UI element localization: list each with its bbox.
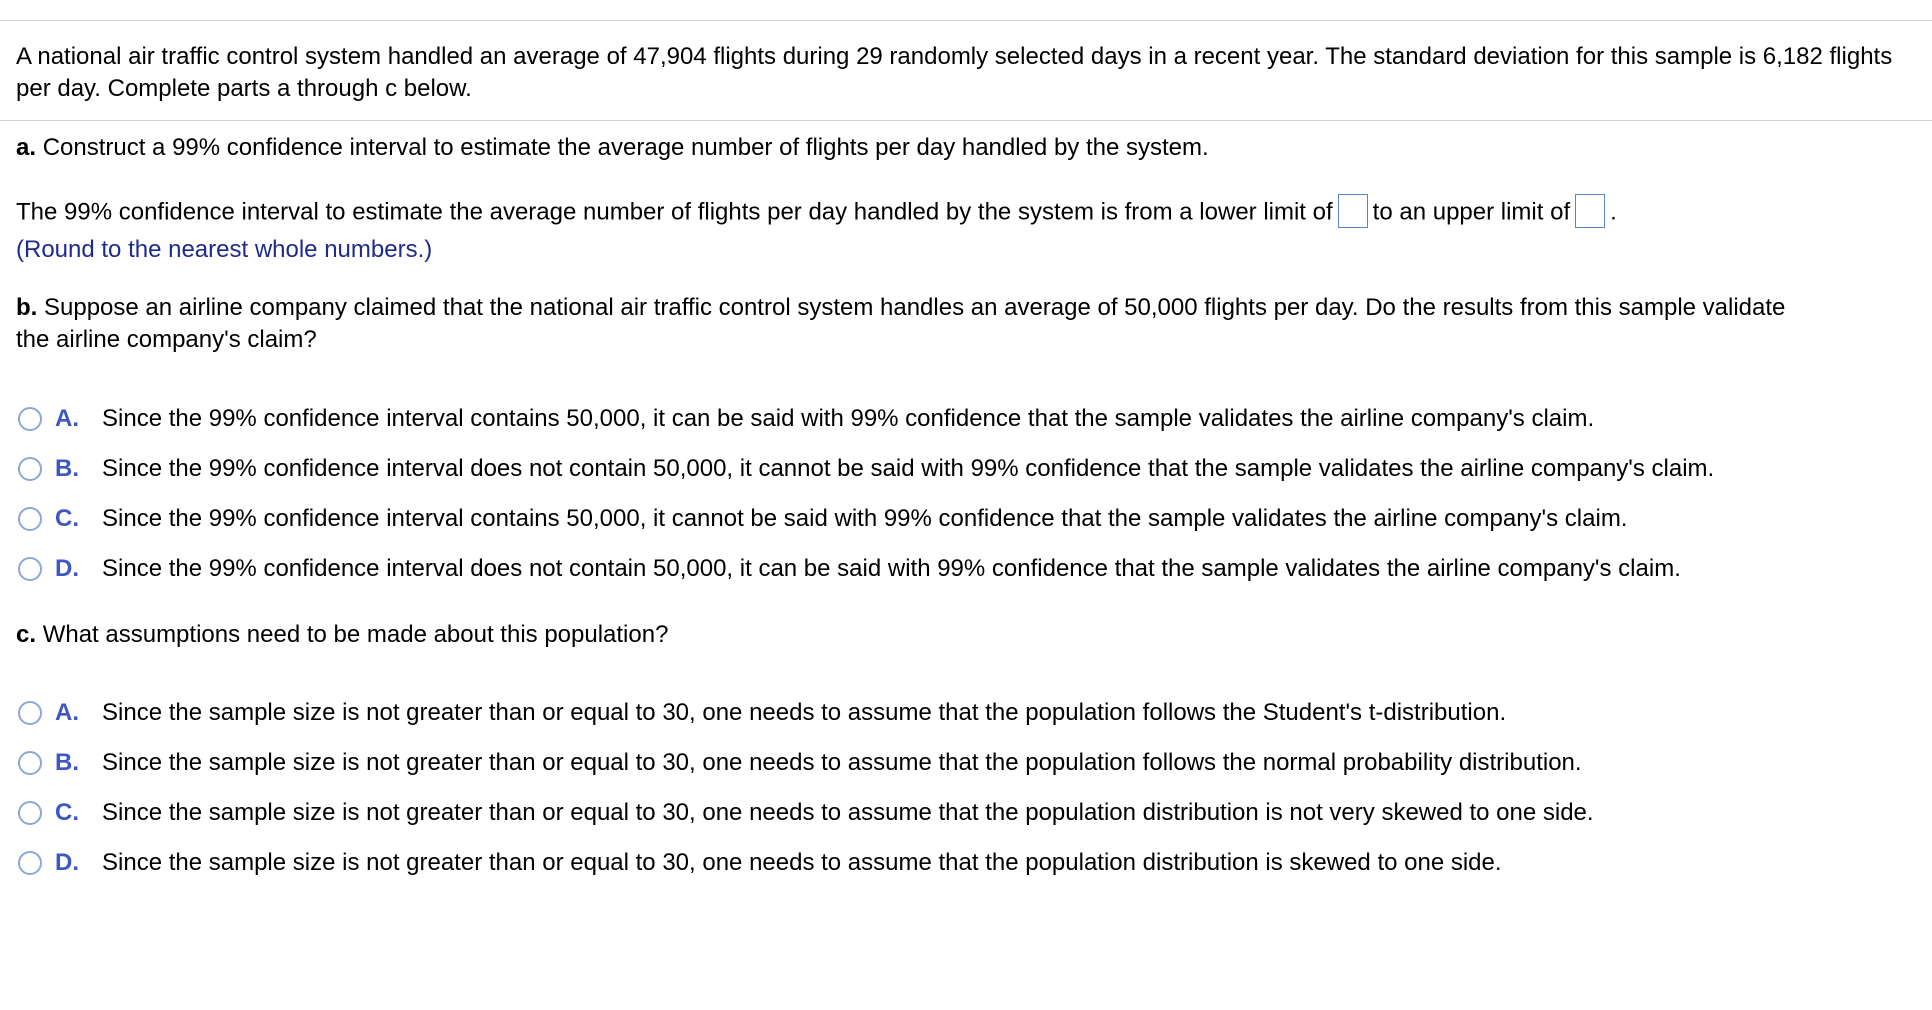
option-text: Since the 99% confidence interval does not contain 50,000, it cannot be said with 99% confidence that the sample validates the airline company's claim. bbox=[102, 455, 1715, 482]
option-letter: C. bbox=[55, 505, 79, 532]
upper-limit-input[interactable] bbox=[1575, 194, 1605, 228]
top-divider bbox=[0, 20, 1932, 21]
part-a-answer-pre: The 99% confidence interval to estimate the average number of flights per day handled by the system is from a lower limit of bbox=[16, 198, 1333, 226]
option-text: Since the sample size is not greater than or equal to 30, one needs to assume that the population distribution is not very skewed to one side. bbox=[102, 799, 1594, 826]
option-letter: C. bbox=[55, 799, 79, 826]
option-letter: A. bbox=[55, 405, 79, 432]
part-c-option-d[interactable] bbox=[18, 847, 1502, 879]
radio-button[interactable] bbox=[18, 751, 42, 775]
option-text: Since the sample size is not greater than or equal to 30, one needs to assume that the population distribution is skewed to one side. bbox=[102, 849, 1502, 876]
option-letter: A. bbox=[55, 699, 79, 726]
option-text: Since the 99% confidence interval does not contain 50,000, it can be said with 99% confidence that the sample validates the airline company's claim. bbox=[102, 555, 1681, 582]
option-letter: B. bbox=[55, 455, 79, 482]
part-a-answer-end: . bbox=[1610, 198, 1617, 226]
part-c-label: c. bbox=[16, 621, 37, 648]
option-text: Since the 99% confidence interval contains 50,000, it cannot be said with 99% confidence that the sample validates the airline company's claim. bbox=[102, 505, 1628, 532]
part-a-question bbox=[16, 132, 1209, 164]
part-a-hint: (Round to the nearest whole numbers.) bbox=[16, 236, 433, 263]
part-b-option-d[interactable] bbox=[18, 553, 1681, 585]
radio-button[interactable] bbox=[18, 851, 42, 875]
option-text: Since the sample size is not greater than or equal to 30, one needs to assume that the population follows the normal probability distribution. bbox=[102, 749, 1582, 776]
option-text: Since the 99% confidence interval contains 50,000, it can be said with 99% confidence that the sample validates the airline company's claim. bbox=[102, 405, 1595, 432]
radio-button[interactable] bbox=[18, 701, 42, 725]
part-c-question bbox=[16, 619, 668, 651]
radio-button[interactable] bbox=[18, 557, 42, 581]
part-b-question-line2: the airline company's claim? bbox=[16, 326, 317, 353]
option-letter: D. bbox=[55, 849, 79, 876]
part-c-option-b[interactable] bbox=[18, 747, 1582, 779]
part-c-option-a[interactable] bbox=[18, 697, 1506, 729]
part-b-option-c[interactable] bbox=[18, 503, 1627, 535]
part-b-option-b[interactable] bbox=[18, 453, 1714, 485]
option-text: Since the sample size is not greater than or equal to 30, one needs to assume that the population follows the Student's t-distribution. bbox=[102, 699, 1507, 726]
part-b-option-a[interactable] bbox=[18, 403, 1594, 435]
part-c-option-c[interactable] bbox=[18, 797, 1594, 829]
intro-divider bbox=[0, 120, 1932, 121]
option-letter: B. bbox=[55, 749, 79, 776]
part-a-answer-line bbox=[16, 196, 1617, 230]
part-b-label: b. bbox=[16, 294, 38, 321]
part-a-question-text: Construct a 99% confidence interval to estimate the average number of flights per day handled by the system. bbox=[42, 134, 1209, 161]
option-letter: D. bbox=[55, 555, 79, 582]
part-c-question-text: What assumptions need to be made about this population? bbox=[42, 621, 669, 648]
radio-button[interactable] bbox=[18, 507, 42, 531]
part-b-question bbox=[16, 292, 1785, 324]
radio-button[interactable] bbox=[18, 407, 42, 431]
part-a-label: a. bbox=[16, 134, 37, 161]
radio-button[interactable] bbox=[18, 801, 42, 825]
problem-intro: A national air traffic control system handled an average of 47,904 flights during 29 randomly selected days in a recent year. The standard deviation for this sample is 6,182 flights per day. Complete parts a through c below. bbox=[16, 43, 1893, 102]
lower-limit-input[interactable] bbox=[1338, 194, 1368, 228]
part-b-question-line1: Suppose an airline company claimed that the national air traffic control system handles an average of 50,000 flights per day. Do the results from this sample validate bbox=[44, 294, 1786, 321]
part-a-answer-mid: to an upper limit of bbox=[1372, 198, 1571, 226]
radio-button[interactable] bbox=[18, 457, 42, 481]
